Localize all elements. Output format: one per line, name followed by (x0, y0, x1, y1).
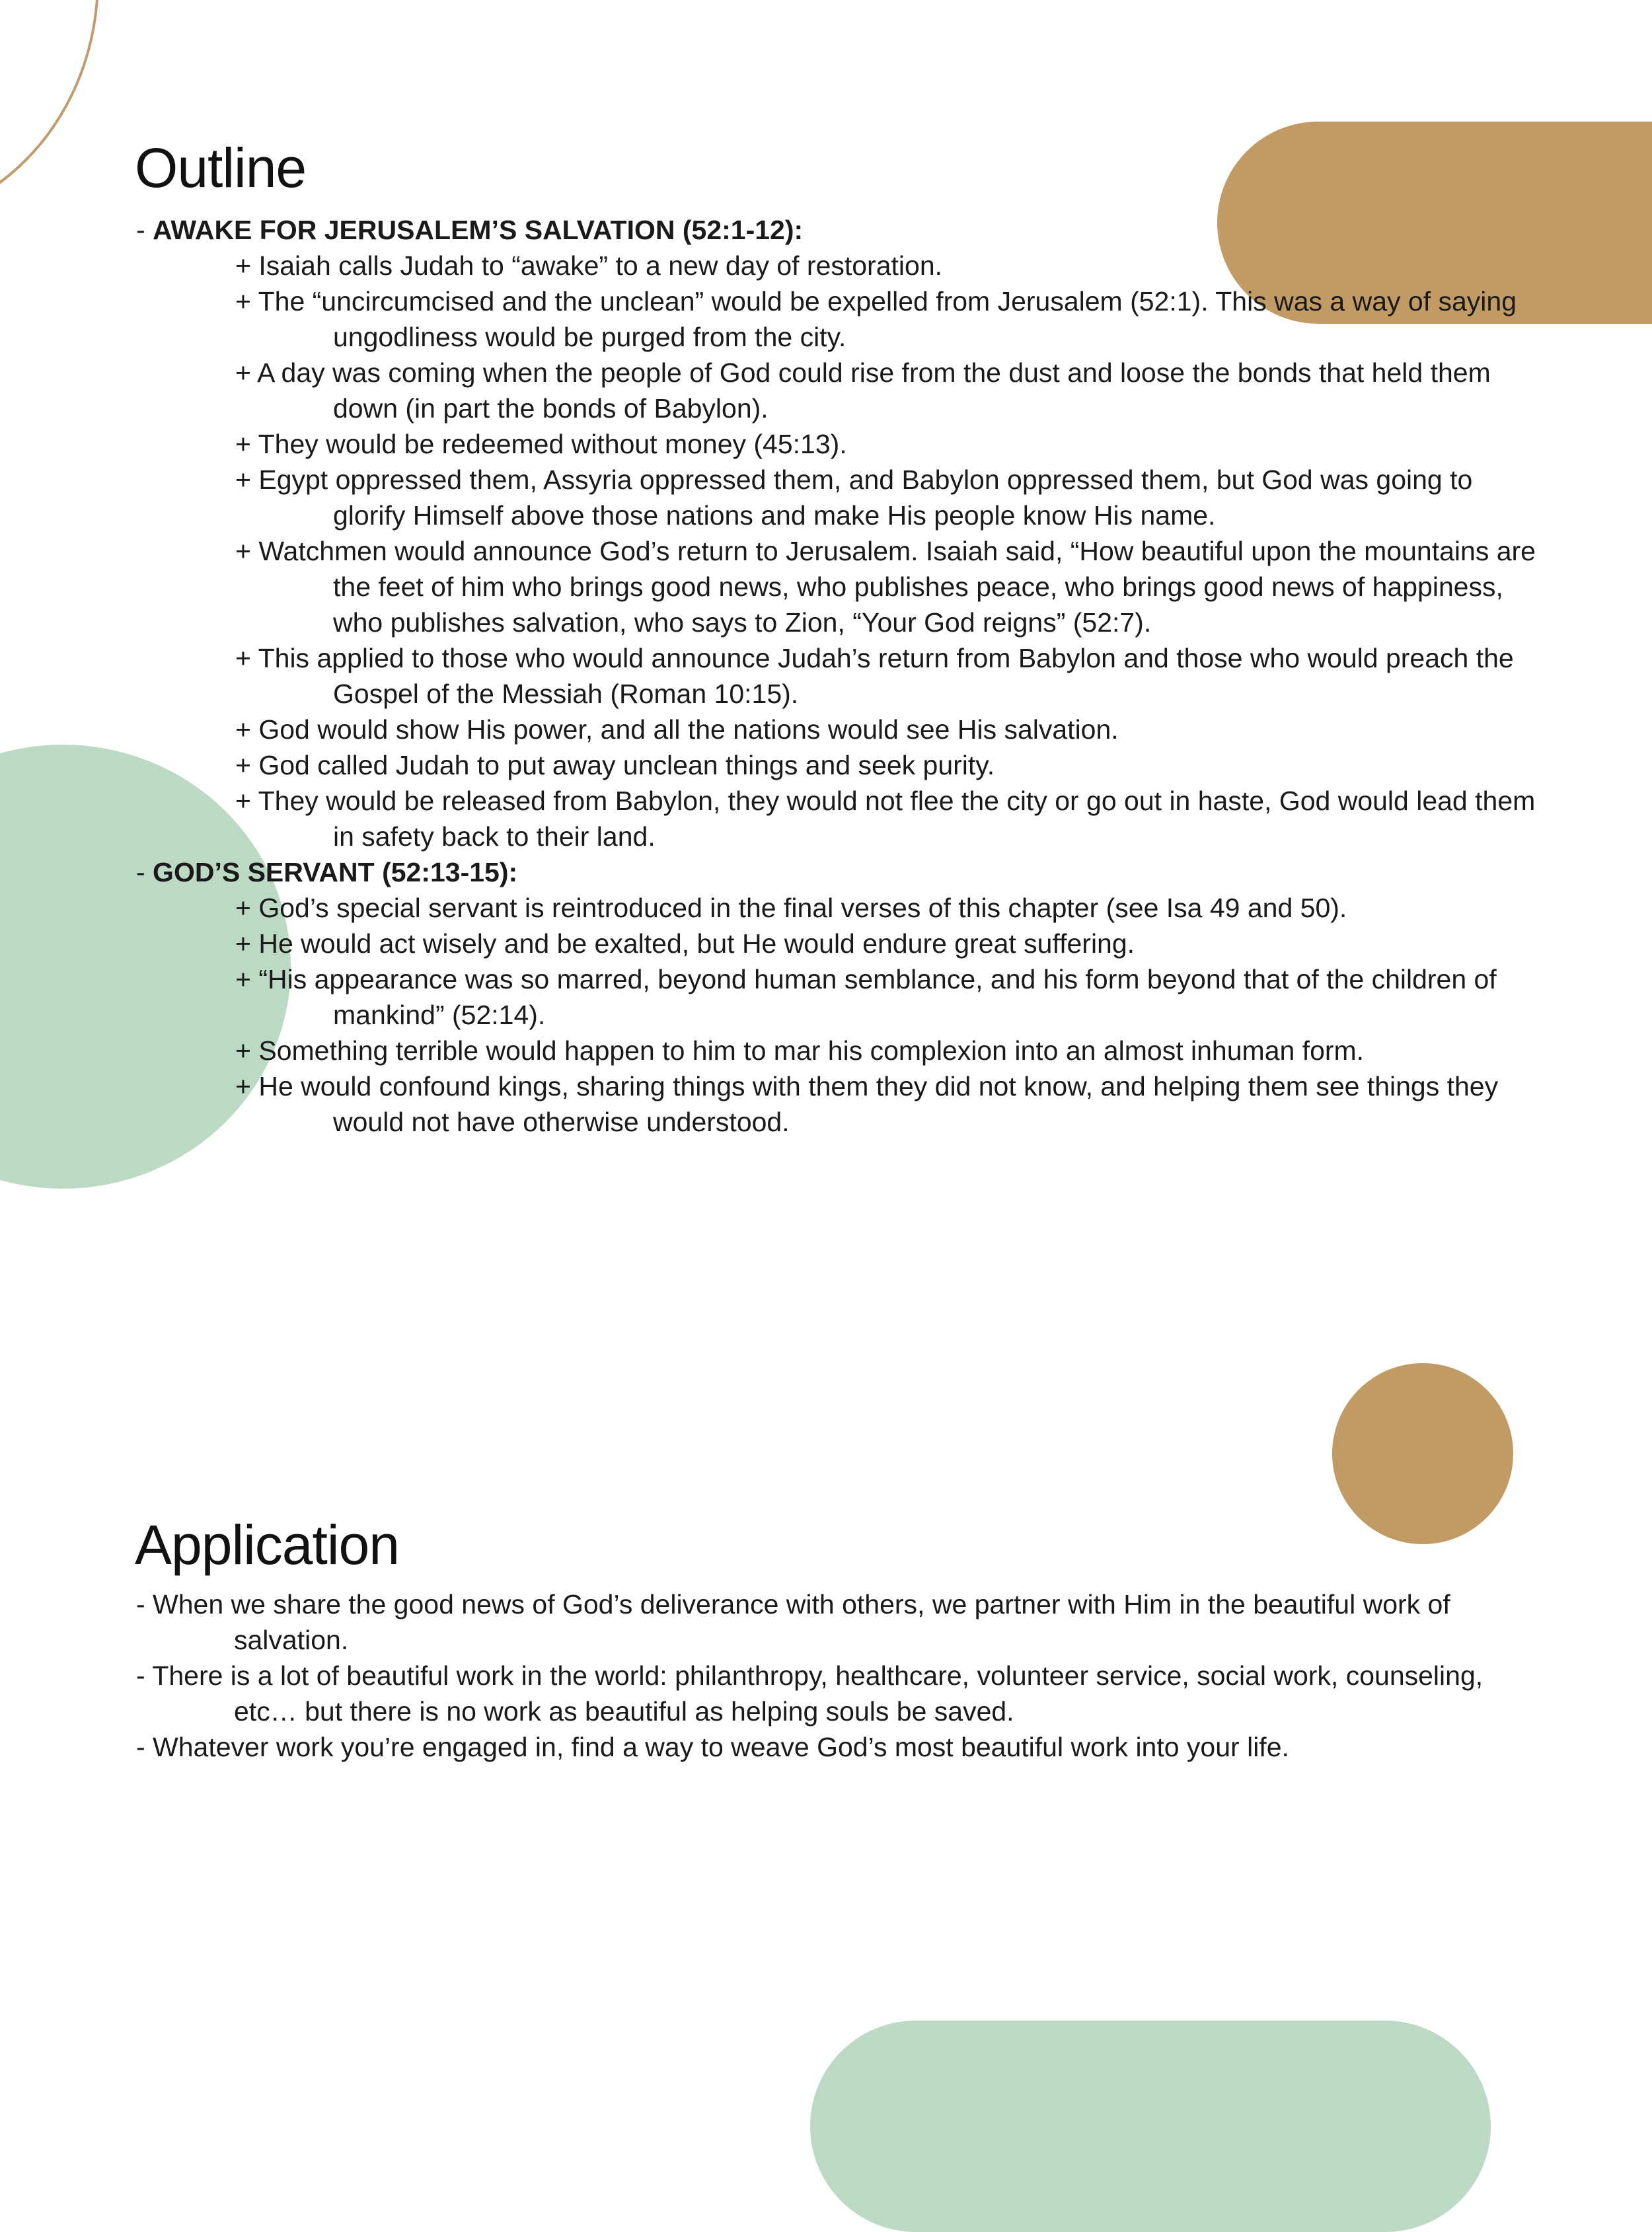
item-marker: - (136, 1589, 153, 1619)
application-item (136, 1586, 1544, 1658)
section-title: GOD’S SERVANT (52:13-15): (153, 857, 518, 887)
point-marker: + (235, 429, 258, 459)
application-item (136, 1658, 1544, 1729)
section-title: AWAKE FOR JERUSALEM’S SALVATION (52:1-12): (153, 215, 804, 245)
section-marker: - (136, 857, 153, 887)
point-marker: + (235, 357, 258, 388)
outline-point (136, 426, 1544, 462)
decorative-green-pill (810, 2021, 1491, 2232)
point-marker: + (235, 893, 259, 923)
item-text: There is a lot of beautiful work in the world: philanthropy, healthcare, volunteer service, social work, counseling, etc… but there is no work as beautiful as helping souls be saved. (152, 1660, 1483, 1727)
outline-point (136, 640, 1544, 712)
point-text: Watchmen would announce God’s return to Jerusalem. Isaiah said, “How beautiful upon the mountains are the feet of him who brings good news, who publishes peace, who brings good news of happiness, who publishes salvation, who says to Zion, “Your God reigns” (52:7). (258, 536, 1536, 638)
outline-point (136, 747, 1544, 783)
point-text: God would show His power, and all the nations would see His salvation. (258, 714, 1119, 745)
point-marker: + (235, 1035, 259, 1066)
point-marker: + (235, 714, 259, 745)
section-marker: - (136, 215, 153, 245)
outline-point (136, 283, 1544, 355)
section-points (136, 248, 1544, 854)
point-marker: + (235, 964, 259, 994)
point-marker: + (235, 250, 259, 281)
outline-point (136, 462, 1544, 533)
outline-point (136, 1033, 1544, 1068)
point-text: He would act wisely and be exalted, but He would endure great suffering. (258, 928, 1135, 959)
outline-point (136, 926, 1544, 961)
outline-point (136, 712, 1544, 747)
point-text: God’s special servant is reintroduced in the final verses of this chapter (see Isa 49 and 50). (258, 893, 1347, 923)
decorative-tan-circle (1332, 1363, 1513, 1544)
point-marker: + (235, 786, 258, 816)
point-text: He would confound kings, sharing things with them they did not know, and helping them see things they would not have otherwise understood. (258, 1071, 1499, 1137)
point-text: A day was coming when the people of God could rise from the dust and loose the bonds that held them down (in part the bonds of Babylon). (257, 357, 1491, 424)
item-marker: - (136, 1660, 153, 1691)
outline-list (136, 212, 1544, 1140)
application-list (136, 1586, 1544, 1765)
outline-point (136, 890, 1544, 926)
outline-point (136, 355, 1544, 426)
outline-point (136, 961, 1544, 1033)
item-marker: - (136, 1732, 153, 1762)
application-heading: Application (135, 1514, 399, 1576)
point-text: “His appearance was so marred, beyond human semblance, and his form beyond that of the children of mankind” (52:14). (258, 964, 1497, 1030)
point-marker: + (235, 465, 259, 495)
point-text: This applied to those who would announce Judah’s return from Babylon and those who would preach the Gospel of the Messiah (Roman 10:15). (258, 643, 1514, 709)
point-text: The “uncircumcised and the unclean” would be expelled from Jerusalem (52:1). This was a way of saying ungodliness would be purged from the city. (258, 286, 1517, 352)
point-text: Egypt oppressed them, Assyria oppressed them, and Babylon oppressed them, but God was going to glorify Himself above those nations and make His people know His name. (258, 465, 1473, 531)
decorative-ring (0, 0, 99, 225)
outline-section (136, 212, 1544, 854)
outline-section (136, 854, 1544, 1140)
section-heading-line (136, 212, 1544, 248)
point-text: God called Judah to put away unclean things and seek purity. (258, 750, 995, 780)
point-text: Something terrible would happen to him to mar his complexion into an almost inhuman form. (258, 1035, 1365, 1066)
section-heading-line (136, 854, 1544, 890)
outline-point (136, 533, 1544, 640)
point-marker: + (235, 643, 258, 673)
point-text: Isaiah calls Judah to “awake” to a new day of restoration. (258, 250, 943, 281)
point-marker: + (235, 286, 258, 316)
outline-heading: Outline (135, 137, 307, 199)
outline-point (136, 1068, 1544, 1140)
point-marker: + (235, 1071, 259, 1101)
point-marker: + (235, 928, 259, 959)
item-text: When we share the good news of God’s deliverance with others, we partner with Him in the beautiful work of salvation. (153, 1589, 1450, 1655)
point-marker: + (235, 750, 259, 780)
section-points (136, 890, 1544, 1140)
outline-point (136, 783, 1544, 854)
outline-point (136, 248, 1544, 283)
application-item (136, 1729, 1544, 1765)
point-marker: + (235, 536, 259, 566)
point-text: They would be released from Babylon, they would not flee the city or go out in haste, God would lead them in safety back to their land. (258, 786, 1536, 852)
item-text: Whatever work you’re engaged in, find a way to weave God’s most beautiful work into your life. (153, 1732, 1289, 1762)
point-text: They would be redeemed without money (45:13). (258, 429, 847, 459)
